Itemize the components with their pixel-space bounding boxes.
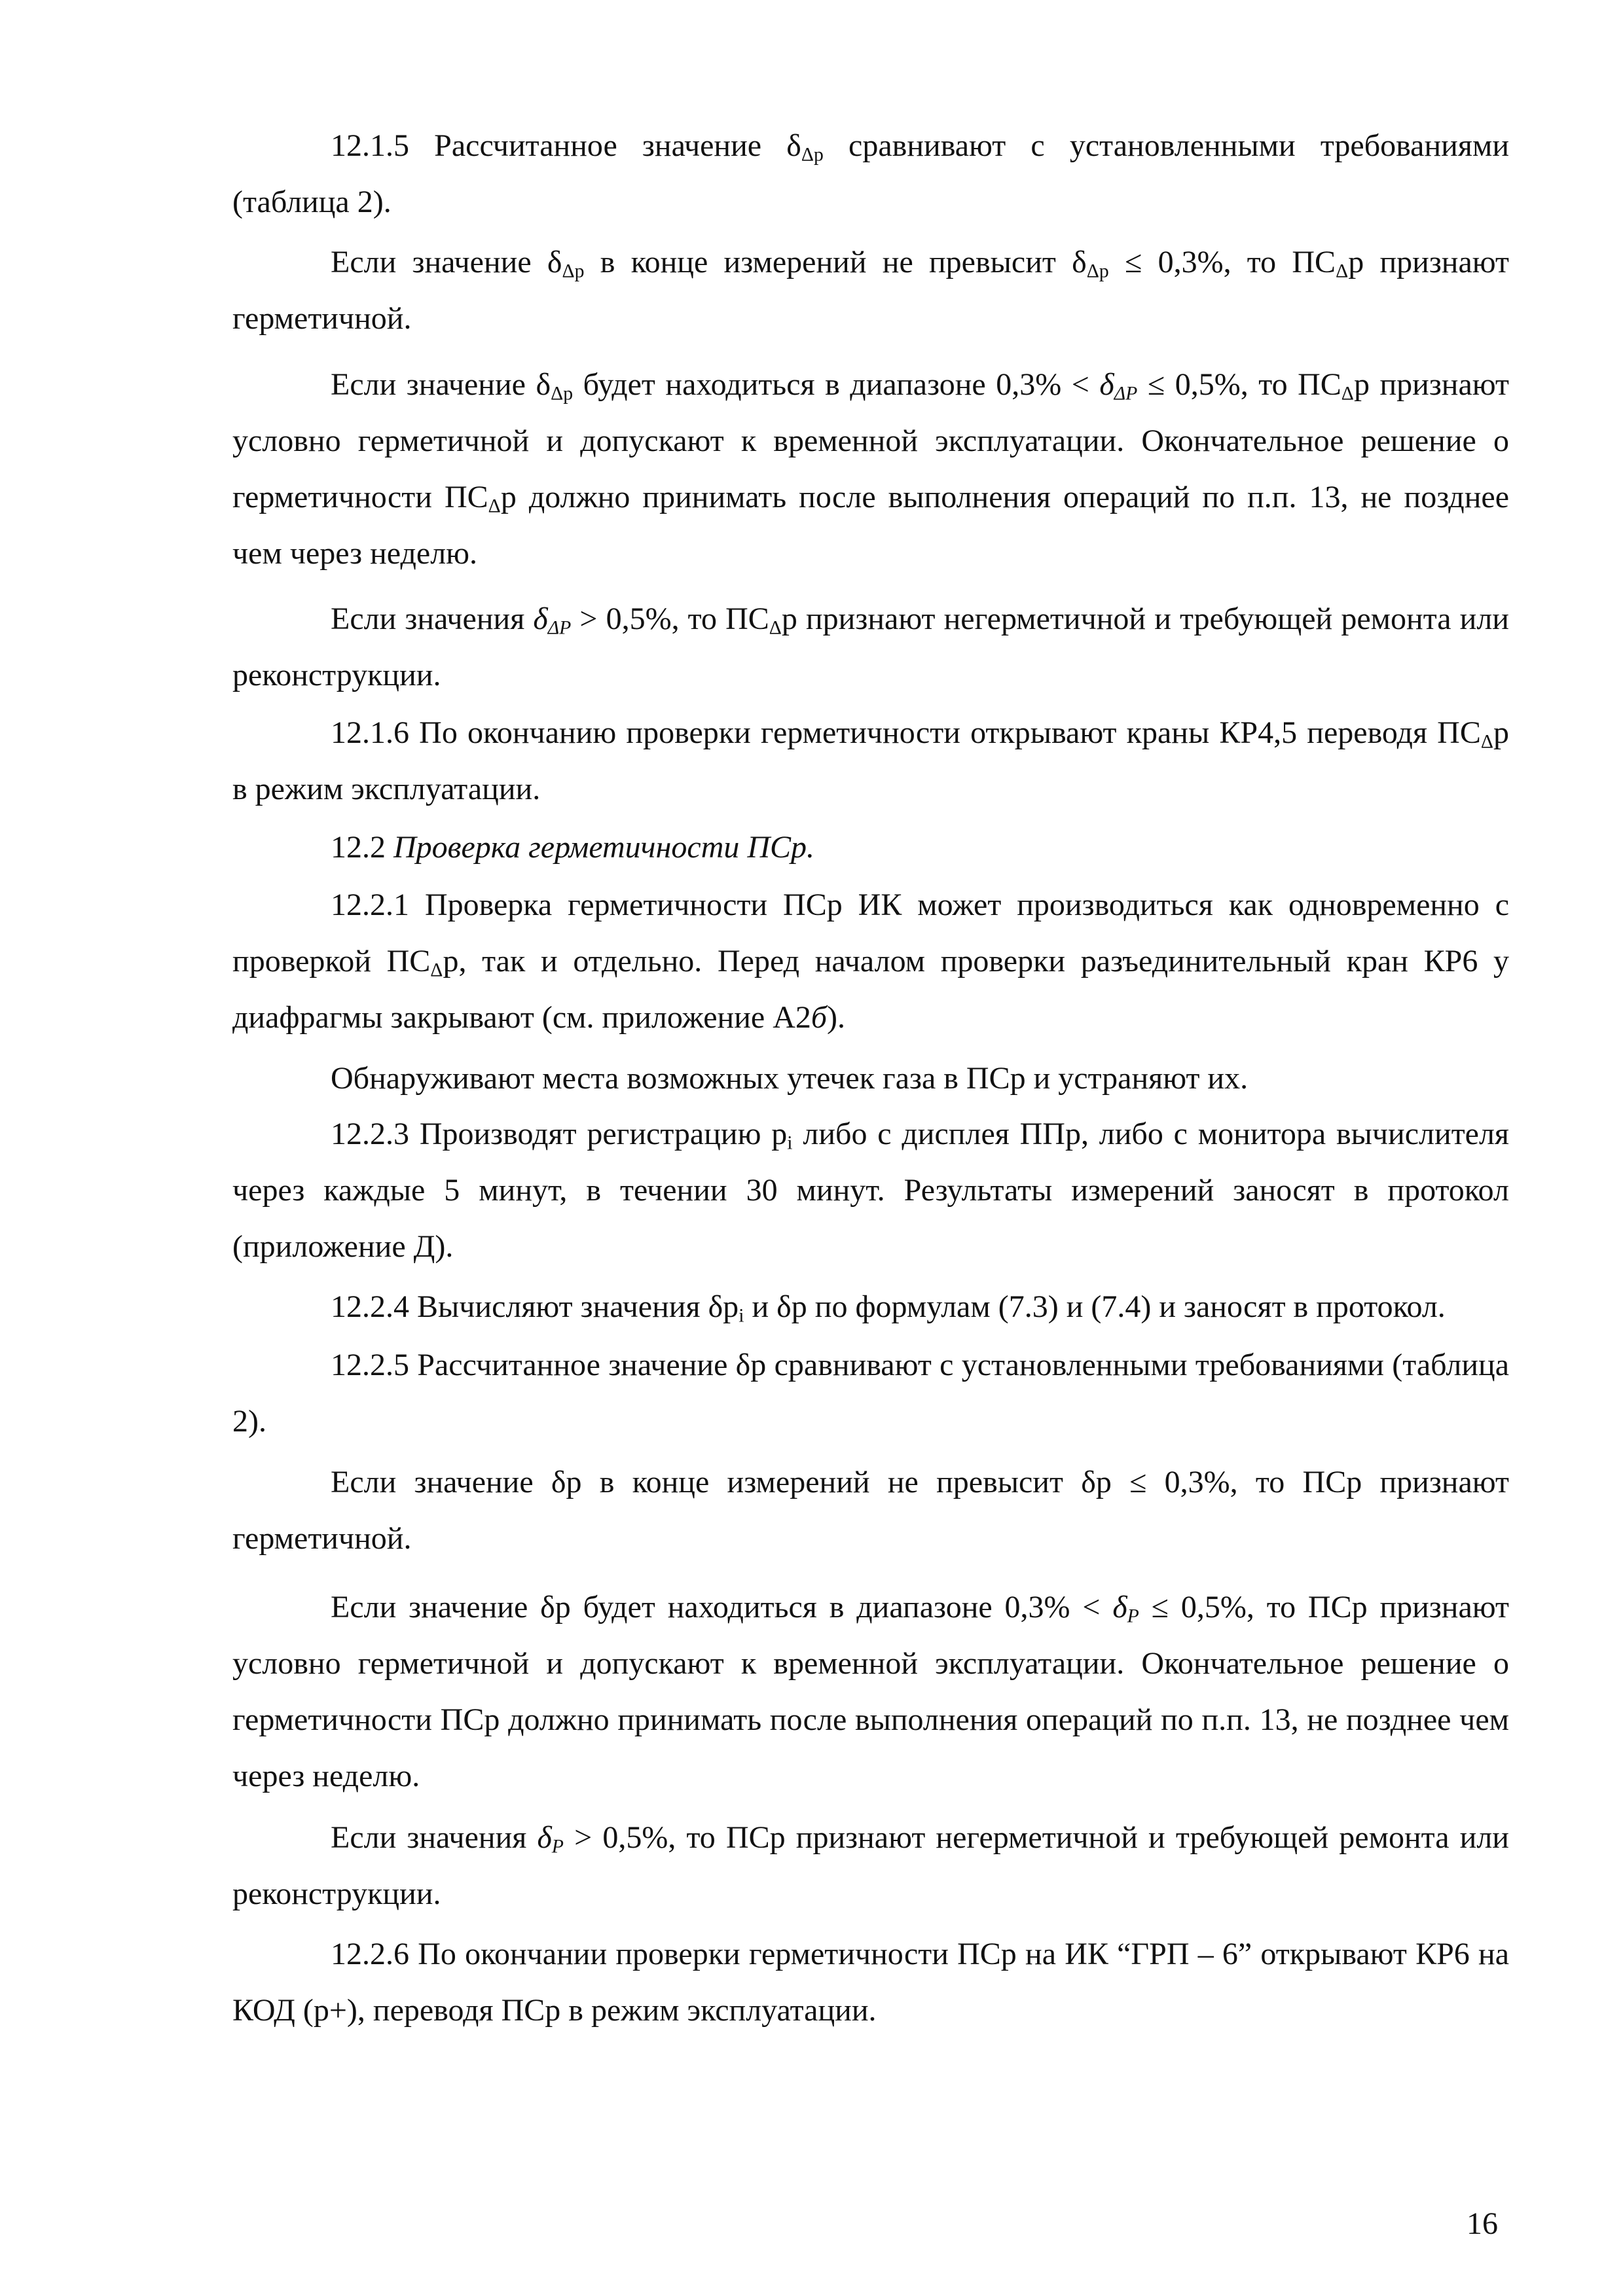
paragraph-12-2-4: 12.2.4 Вычисляют значения $\delta р_i$ и δр по формулам (7.3) и (7.4) и заносят в протокол. — [331, 1289, 1446, 1327]
paragraph-conditional-hermetic-p: Если значение δр будет находиться в диапазоне $0,3\% < \delta_P \le 0,5\%$, то ПСр признают условно герметичной и допускают к временной эксплуатации. Окончательное решение о герметичности ПСр должно принимать после выполнения операций по п.п. 13, не позднее чем через неделю. — [232, 1590, 1509, 1793]
paragraph-leak-detection: Обнаруживают места возможных утечек газа в ПСр и устраняют их. — [331, 1061, 1249, 1096]
paragraph-conditional-hermetic-dp: Если значение $\delta_{\Delta р}$ будет находиться в диапазоне $0,3\% < \delta_{\Delta P} \le 0,5\%$, то $ПС_\Delta р$ признают условно герметичной и допускают к временной эксплуатации. Окончательное решение о герметичности $ПС_\Delta р$ должно принимать после выполнения операций по п.п. 13, не позднее чем через неделю. — [232, 367, 1510, 571]
paragraph-non-hermetic-dp: Если значения $\delta_{\Delta P} > 0,5\%$, то $ПС_\Delta р$ признают негерметичной и требующей ремонта или реконструкции. — [232, 601, 1509, 692]
paragraph-hermetic-condition-dp: Если значение $\delta_{\Delta р}$ в конце измерений не превысит $\delta_{\Delta р} \le 0,3\%$, то $ПС_\Delta р$ признают герметичной. — [232, 245, 1509, 336]
paragraph-12-1-6: 12.1.6 По окончанию проверки герметичности открывают краны КР4,5 переводя $ПС_\Delta р$ в режим эксплуатации. — [232, 715, 1509, 806]
page-number: 16 — [1467, 2206, 1498, 2241]
paragraph-12-2-6: 12.2.6 По окончании проверки герметичности ПСр на ИК “ГРП – 6” открывают КР6 на КОД (р+), переводя ПСр в режим эксплуатации. — [232, 1937, 1509, 2028]
paragraph-12-2-3: 12.2.3 Производят регистрацию $р_i$ либо с дисплея ППр, либо с монитора вычислителя через каждые 5 минут, в течении 30 минут. Результаты измерений заносят в протокол (приложение Д). — [232, 1117, 1510, 1264]
paragraph-non-hermetic-p: Если значения $\delta_P > 0,5\%$, то ПСр признают негерметичной и требующей ремонта или реконструкции. — [232, 1820, 1509, 1911]
section-heading-12-2: 12.2 Проверка герметичности ПСр. — [331, 830, 815, 865]
paragraph-12-2-5: 12.2.5 Рассчитанное значение δр сравнивают с установленными требованиями (таблица 2). — [232, 1348, 1509, 1439]
paragraph-12-2-1: 12.2.1 Проверка герметичности ПСр ИК может производиться как одновременно с проверкой $ПС_\Delta р$, так и отдельно. Перед началом проверки разъединительный кран КР6 у диафрагмы закрывают (см. приложение А2б). — [232, 888, 1509, 1035]
paragraph-hermetic-condition-p: Если значение δр в конце измерений не превысит δр ≤ 0,3%, то ПСр признают герметичной. — [232, 1465, 1509, 1556]
paragraph-12-1-5: 12.1.5 Рассчитанное значение $\delta_{\Delta р}$ сравнивают с установленными требованиями (таблица 2). — [232, 128, 1510, 219]
